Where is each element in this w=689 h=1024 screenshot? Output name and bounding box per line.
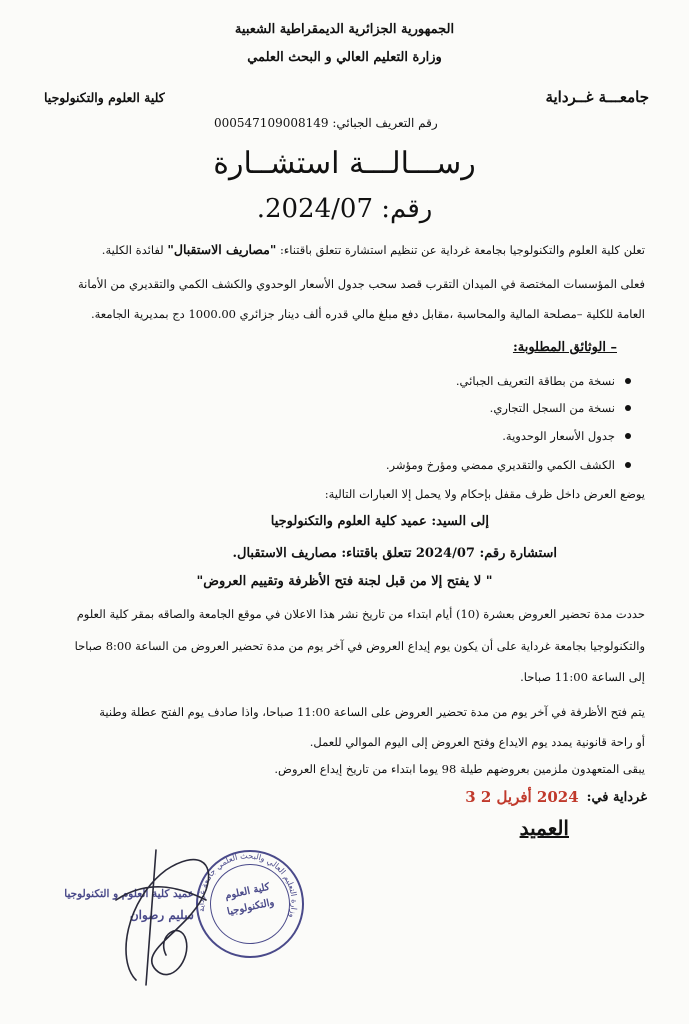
date-line — [465, 788, 647, 806]
envelope-notice: " لا يفتح إلا من قبل لجنة فتح الأظرفة وتقييم العروض" — [196, 574, 493, 589]
date-prefix: غرداية في: — [586, 789, 647, 805]
body-line: فعلى المؤسسات المختصة في الميدان التقرب قصد سحب جدول الأسعار الوحدوي والكشف الكمي والتقديري من الأمانة — [77, 277, 645, 291]
bullet-icon — [625, 462, 631, 468]
deadline-line: إلى الساعة 11:00 صباحا. — [520, 670, 645, 684]
signature-title: العميد — [519, 816, 569, 840]
envelope-to: إلى السيد: عميد كلية العلوم والتكنولوجيا — [270, 514, 489, 529]
stamp-center-2: والتكنولوجيا — [226, 897, 276, 918]
deadline-line: حددت مدة تحضير العروض بعشرة (10) أيام ابتداء من تاريخ نشر هذا الاعلان في موقع الجامعة والصاقه بمقر كلية العلوم — [76, 607, 645, 621]
intro-paragraph — [34, 242, 645, 258]
dean-stamp-line2: سليم رضوان — [129, 908, 194, 922]
date-value: 2024 أفريل 2 3 — [465, 788, 579, 806]
dean-stamp-line1: عميد كلية العلوم و التكنولوجيا — [64, 888, 194, 900]
documents-heading: – الوثائق المطلوبة: — [512, 340, 617, 355]
list-item: الكشف الكمي والتقديري ممضي ومؤرخ ومؤشر. — [386, 458, 631, 472]
deadline-line: والتكنولوجيا بجامعة غرداية على أن يكون يوم إيداع العروض في آخر يوم من مدة تحضير العروض من الساعة 8:00 صباحا — [74, 639, 645, 653]
validity-line: يبقى المتعهدون ملزمين بعروضهم طيلة 98 يوما ابتداء من تاريخ إيداع العروض. — [274, 762, 645, 776]
bullet-icon — [625, 433, 631, 439]
bullet-icon — [625, 378, 631, 384]
republic-header: الجمهورية الجزائرية الديمقراطية الشعبية — [234, 22, 455, 37]
body-line: العامة للكلية –مصلحة المالية والمحاسبة ،مقابل دفع مبلغ مالي قدره ألف دينار جزائري 1000.00 دج بمديرية الجامعة. — [90, 307, 645, 321]
intro-text-bold: "مصاريف الاستقبال" — [167, 242, 277, 257]
page-title: رســـالـــة استشــارة — [213, 146, 476, 181]
handwritten-signature — [96, 840, 236, 990]
stamp-center-1: كلية العلوم — [224, 881, 271, 902]
intro-text-start: تعلن كلية العلوم والتكنولوجيا بجامعة غرداية عن تنظيم استشارة تتعلق باقتناء: — [276, 243, 645, 257]
ministry-header: وزارة التعليم العالي و البحث العلمي — [247, 50, 442, 65]
opening-line: يتم فتح الأظرفة في آخر يوم من مدة تحضير العروض على الساعة 11:00 صباحا، واذا صادف يوم الفتح عطلة وطنية — [99, 705, 645, 719]
intro-text-end: لفائدة الكلية. — [101, 243, 168, 257]
university-name: جامعـــة غــرداية — [545, 88, 649, 106]
bullet-icon — [625, 405, 631, 411]
svg-text:وزارة التعليم العالي والبحث ال: وزارة التعليم العالي والبحث العلمي جامعة غرداية — [196, 851, 299, 920]
envelope-instruction: يوضع العرض داخل ظرف مقفل بإحكام ولا يحمل إلا العبارات التالية: — [324, 487, 645, 501]
list-item: جدول الأسعار الوحدوية. — [502, 429, 631, 443]
list-item: نسخة من بطاقة التعريف الجبائي. — [456, 374, 631, 388]
list-item: نسخة من السجل التجاري. — [490, 401, 631, 415]
opening-line: أو راحة قانونية يمدد يوم الايداع وفتح العروض إلى اليوم الموالي للعمل. — [309, 735, 645, 749]
consultation-number: رقم: 2024/07. — [256, 194, 433, 224]
faculty-name: كلية العلوم والتكنولوجيا — [44, 90, 165, 105]
envelope-subject: استشارة رقم: 2024/07 تتعلق باقتناء: مصاريف الاستقبال. — [232, 546, 557, 561]
tax-id: رقم التعريف الجبائي: 000547109008149 — [214, 116, 438, 130]
